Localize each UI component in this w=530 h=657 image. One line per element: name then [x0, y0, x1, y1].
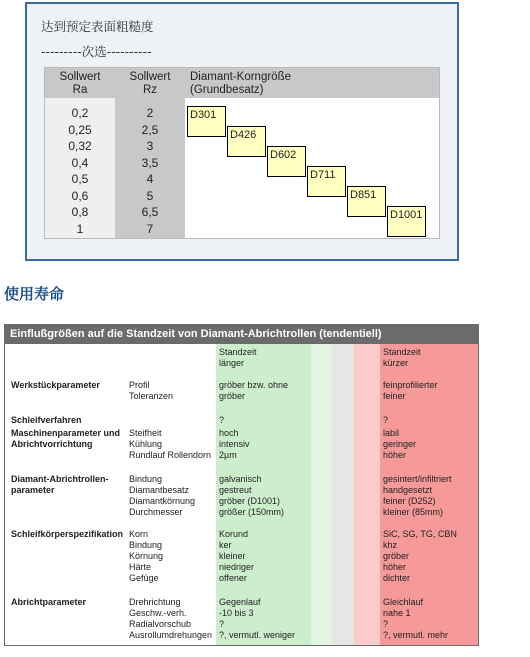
parameter-name: Körnung	[129, 551, 164, 561]
longer-lifetime-value: gröber (D1001)	[219, 496, 281, 506]
parameter-name: Kühlung	[129, 439, 163, 449]
rz-value: 3,5	[141, 155, 159, 170]
parameter-name: Gefüge	[129, 573, 159, 583]
roughness-card	[25, 2, 459, 261]
neutral-column-bg	[332, 344, 354, 646]
lifetime-table-banner: Einflußgrößen auf die Standzeit von Diamant-Abrichtrollen (tendentiell)	[5, 325, 478, 344]
shorter-lifetime-value: höher	[383, 450, 407, 460]
lifetime-table	[4, 324, 479, 646]
shorter-lifetime-value: Gleichlauf	[383, 597, 424, 607]
shorter-lifetime-value: gesintert/infiltriert	[383, 474, 452, 484]
rz-value: 5	[146, 188, 154, 203]
parameter-name: Radialvorschub	[129, 619, 192, 629]
parameter-name: Diamantkörnung	[129, 496, 196, 506]
longer-lifetime-value: Gegenlauf	[219, 597, 261, 607]
parameter-group-label: Werkstückparameter	[11, 380, 100, 390]
longer-lifetime-value: ?	[219, 619, 225, 629]
longer-lifetime-value: offener	[219, 573, 247, 583]
parameter-name: Drehrichtung	[129, 597, 181, 607]
parameter-group-label: Diamant-Abrichtrollen- parameter	[11, 474, 109, 495]
ra-value: 0,25	[68, 122, 92, 137]
rz-value: 7	[146, 221, 154, 236]
shorter-lifetime-value: handgesetzt	[383, 485, 433, 495]
ra-value: 0,6	[71, 188, 89, 203]
grain-size-box: D1001	[387, 206, 426, 237]
parameter-name: Steifheit	[129, 428, 162, 438]
longer-lifetime-value: gröber	[219, 391, 246, 401]
ra-value: 1	[76, 221, 84, 236]
longer-lifetime-value: galvanisch	[219, 474, 262, 484]
header-sollwert-rz: Sollwert Rz	[129, 71, 171, 96]
parameter-name: Härte	[129, 562, 152, 572]
longer-lifetime-value: Korund	[219, 529, 249, 539]
shorter-lifetime-value: feinprofilierter	[383, 380, 438, 390]
shorter-lifetime-value: feiner (D252)	[383, 496, 436, 506]
parameter-name: Durchmesser	[129, 507, 183, 517]
parameter-name: Korn	[129, 529, 149, 539]
longer-lifetime-value: ?	[219, 415, 225, 425]
shorter-lifetime-value: geringer	[383, 439, 417, 449]
grain-size-box: D711	[307, 166, 346, 197]
shorter-column-fade	[354, 344, 380, 646]
longer-lifetime-value: gröber bzw. ohne	[219, 380, 289, 390]
ra-value: 0,5	[71, 172, 89, 186]
longer-lifetime-value: 2µm	[219, 450, 237, 460]
ra-value: 0,4	[71, 155, 89, 170]
longer-lifetime-value: ?, vermutl. weniger	[219, 630, 296, 640]
parameter-name: Ausrollumdrehungen	[129, 630, 213, 640]
longer-lifetime-value: niedriger	[219, 562, 255, 572]
parameter-name: Toleranzen	[129, 391, 174, 401]
shorter-lifetime-value: dichter	[383, 573, 411, 583]
roughness-title: 达到预定表面粗糙度	[41, 19, 154, 34]
rz-value: 6,5	[141, 205, 159, 219]
parameter-name: Bindung	[129, 540, 163, 550]
longer-lifetime-value: kleiner	[219, 551, 246, 561]
roughness-subtitle: ---------次选----------	[41, 44, 152, 59]
rz-value: 2	[146, 106, 154, 120]
parameter-group-label: Schleifverfahren	[11, 415, 82, 425]
shorter-lifetime-value: kleiner (85mm)	[383, 507, 444, 517]
shorter-lifetime-value: ?	[383, 619, 389, 629]
rz-value: 2,5	[141, 122, 159, 137]
longer-lifetime-value: gestreut	[219, 485, 252, 495]
parameter-name: Profil	[129, 380, 150, 390]
header-grain-size: Diamant-Korngröße (Grundbesatz)	[190, 71, 291, 96]
parameter-name: Rundlauf Rollendorn	[129, 450, 212, 460]
longer-lifetime-value: größer (150mm)	[219, 507, 285, 517]
longer-lifetime-value: ker	[219, 540, 232, 550]
longer-column-fade	[311, 344, 332, 646]
rz-value: 3	[146, 139, 154, 153]
grain-size-box: D301	[187, 106, 226, 137]
grain-size-box: D851	[347, 186, 386, 217]
longer-lifetime-value: -10 bis 3	[219, 608, 254, 618]
longer-lifetime-value: intensiv	[219, 439, 250, 449]
parameter-group-label: Maschinenparameter und Abrichtvorrichtung	[11, 428, 121, 449]
shorter-lifetime-value: labil	[383, 428, 400, 438]
shorter-lifetime-value: gröber	[383, 551, 410, 561]
shorter-lifetime-value: ?, vermutl. mehr	[383, 630, 449, 640]
parameter-name: Geschw.-verh.	[129, 608, 187, 618]
header-shorter: Standzeit kürzer	[383, 347, 421, 368]
header-longer: Standzeit länger	[219, 347, 257, 368]
parameter-group-label: Abrichtparameter	[11, 597, 87, 607]
shorter-lifetime-value: nahe 1	[383, 608, 411, 618]
grain-size-box: D426	[227, 126, 266, 157]
parameter-group-label: Schleifkörperspezifikation	[11, 529, 124, 539]
longer-lifetime-value: hoch	[219, 428, 239, 438]
ra-value: 0,8	[71, 205, 89, 219]
section-heading-lifetime: 使用寿命	[4, 285, 65, 303]
parameter-name: Diamantbesatz	[129, 485, 190, 495]
grain-size-box: D602	[267, 146, 306, 177]
shorter-lifetime-value: khz	[383, 540, 398, 550]
rz-value: 4	[146, 172, 154, 186]
shorter-lifetime-value: ?	[383, 415, 389, 425]
ra-value: 0,32	[68, 139, 92, 153]
parameter-name: Bindung	[129, 474, 163, 484]
shorter-lifetime-value: feiner	[383, 391, 406, 401]
roughness-table	[44, 67, 440, 239]
ra-value: 0,2	[71, 106, 89, 120]
header-sollwert-ra: Sollwert Ra	[59, 71, 101, 96]
shorter-lifetime-value: SiC, SG, TG, CBN	[383, 529, 457, 539]
shorter-lifetime-value: höher	[383, 562, 407, 572]
